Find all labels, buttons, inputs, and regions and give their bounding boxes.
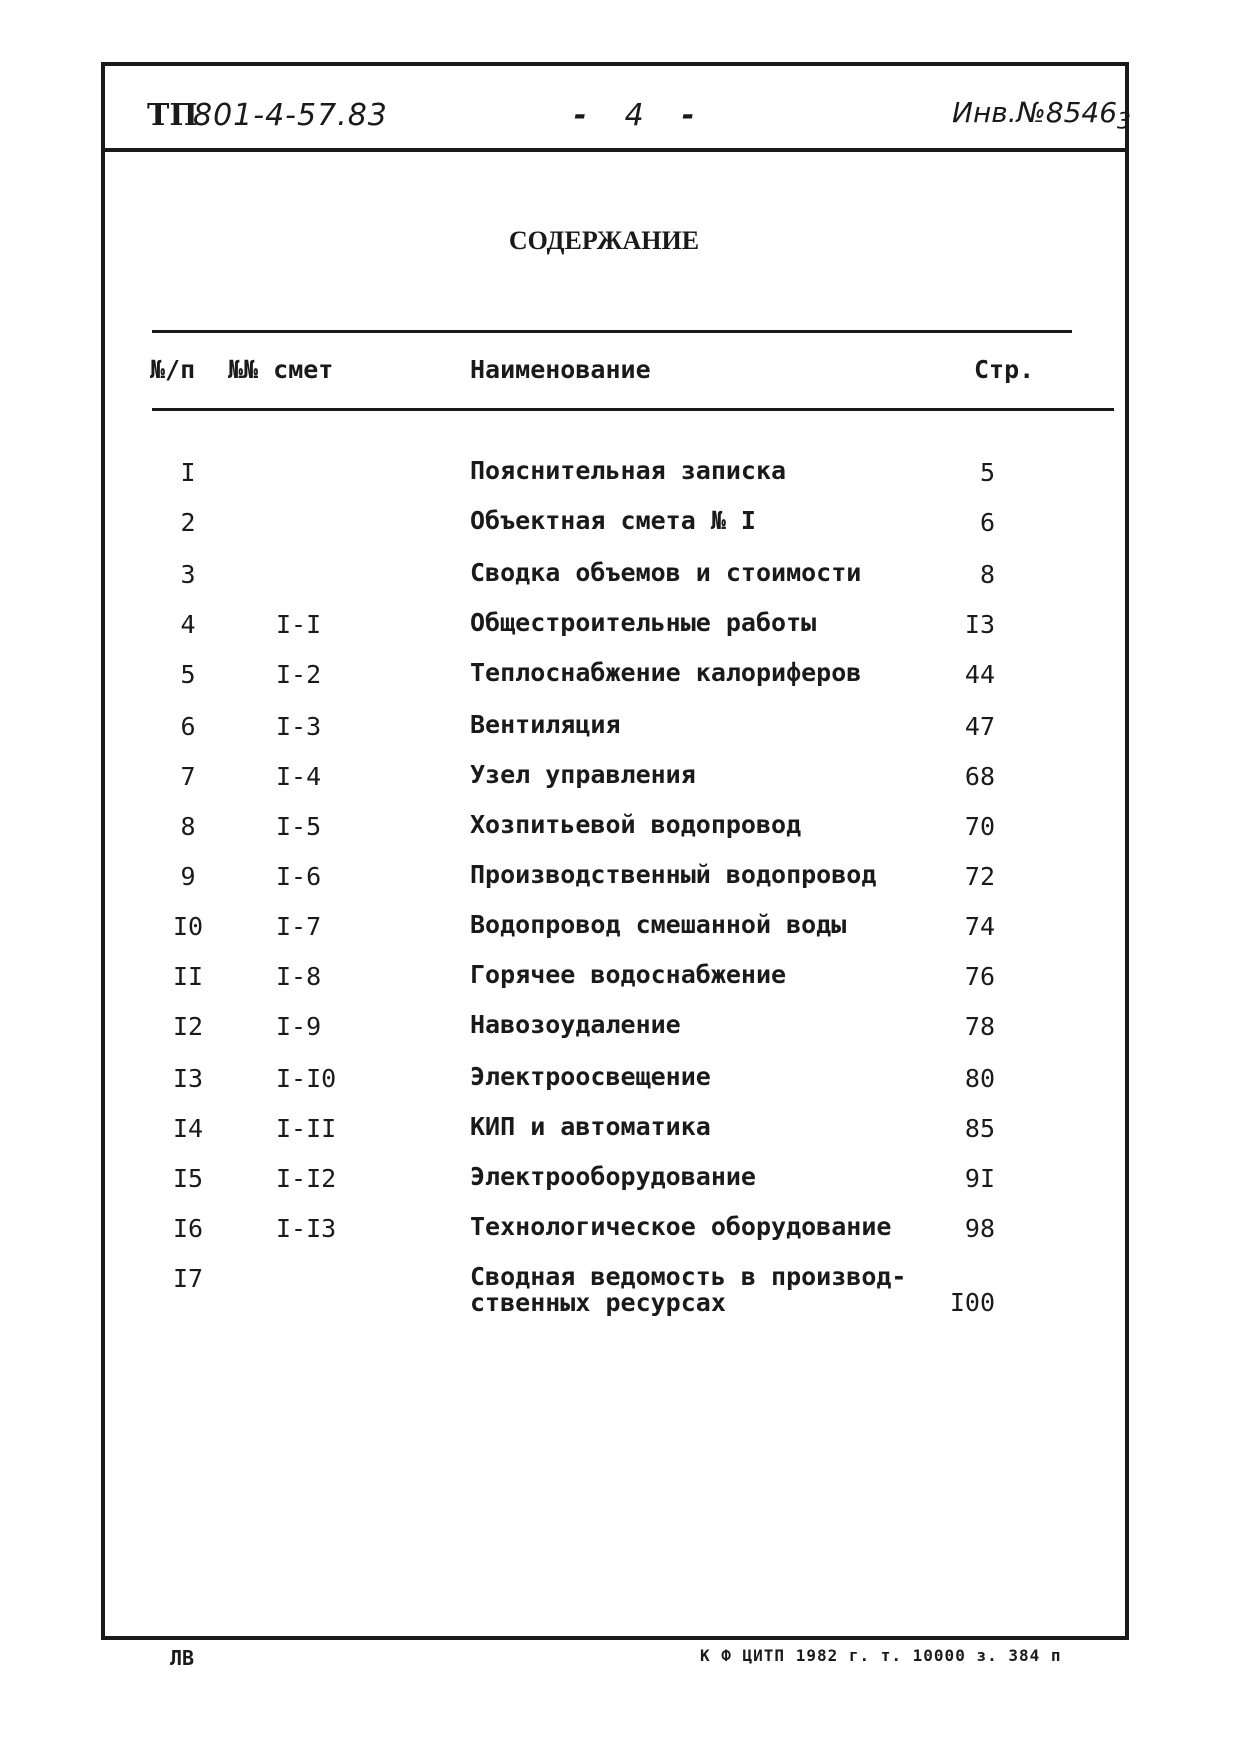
row-number: 9 bbox=[180, 862, 196, 891]
row-name: Пояснительная записка bbox=[470, 456, 787, 485]
row-name: Хозпитьевой водопровод bbox=[470, 810, 802, 839]
row-number: 5 bbox=[180, 660, 196, 689]
row-name: Объектная смета № I bbox=[470, 506, 756, 535]
header-divider bbox=[101, 148, 1129, 152]
page-dash-right: - bbox=[681, 98, 695, 133]
page-number: 4 bbox=[624, 98, 644, 133]
row-number: 7 bbox=[180, 762, 196, 791]
document-title: СОДЕРЖАНИЕ bbox=[508, 226, 700, 255]
header-page-number bbox=[574, 98, 694, 133]
row-number: I2 bbox=[172, 1012, 204, 1041]
table-row bbox=[0, 660, 1258, 710]
table-row bbox=[0, 762, 1258, 812]
row-estimate-id: I-II bbox=[276, 1114, 337, 1143]
row-page: 74 bbox=[964, 912, 995, 941]
table-row bbox=[0, 1164, 1258, 1214]
row-name: КИП и автоматика bbox=[470, 1112, 711, 1141]
row-page: 76 bbox=[964, 962, 995, 991]
row-name-line: Сводная ведомость в производ- bbox=[470, 1262, 907, 1291]
row-page: 5 bbox=[979, 458, 995, 487]
row-estimate-id: I-6 bbox=[276, 862, 322, 891]
header-series: ТП bbox=[147, 98, 198, 133]
row-name: Технологическое оборудование bbox=[470, 1212, 892, 1241]
inventory-value: Инв.№8546 bbox=[952, 96, 1118, 129]
row-estimate-id: I-7 bbox=[276, 912, 322, 941]
table-row bbox=[0, 912, 1258, 962]
row-name: Общестроительные работы bbox=[470, 608, 817, 637]
row-name: Вентиляция bbox=[470, 710, 621, 739]
table-header-rule bbox=[152, 408, 1114, 411]
row-name: Электроосвещение bbox=[470, 1062, 711, 1091]
row-number: II bbox=[172, 962, 204, 991]
footer-print-info: К Ф ЦИТП 1982 г. т. 10000 з. 384 п bbox=[700, 1646, 1062, 1665]
inventory-sub: 3 bbox=[1117, 109, 1132, 135]
row-name: Водопровод смешанной воды bbox=[470, 910, 847, 939]
row-number: I0 bbox=[172, 912, 204, 941]
table-row bbox=[0, 962, 1258, 1012]
row-name-line: ственных ресурсах bbox=[470, 1288, 726, 1317]
table-row bbox=[0, 1064, 1258, 1114]
row-number: I4 bbox=[172, 1114, 204, 1143]
row-estimate-id: I-5 bbox=[276, 812, 322, 841]
header-inventory-number bbox=[952, 96, 1131, 135]
column-header-page: Стр. bbox=[974, 355, 1035, 384]
column-header-estimate: №№ смет bbox=[228, 355, 334, 384]
row-page: 70 bbox=[964, 812, 995, 841]
row-number: I7 bbox=[172, 1264, 204, 1293]
table-row bbox=[0, 1114, 1258, 1164]
row-page: 72 bbox=[964, 862, 995, 891]
column-header-name: Наименование bbox=[470, 355, 651, 384]
header-project-code: 801-4-57.83 bbox=[193, 98, 388, 133]
row-estimate-id: I-3 bbox=[276, 712, 322, 741]
row-name: Горячее водоснабжение bbox=[470, 960, 787, 989]
column-header-num: №/п bbox=[150, 355, 196, 384]
row-estimate-id: I-4 bbox=[276, 762, 322, 791]
footer-left-mark: ЛВ bbox=[170, 1646, 195, 1670]
table-row bbox=[0, 712, 1258, 762]
table-top-rule bbox=[152, 330, 1072, 333]
row-name: Электрооборудование bbox=[470, 1162, 756, 1191]
page-dash-left: - bbox=[574, 98, 587, 133]
row-number: I5 bbox=[172, 1164, 204, 1193]
table-row bbox=[0, 508, 1258, 558]
row-estimate-id: I-I2 bbox=[276, 1164, 337, 1193]
row-page: 85 bbox=[964, 1114, 995, 1143]
row-estimate-id: I-I3 bbox=[276, 1214, 337, 1243]
row-page: 68 bbox=[964, 762, 995, 791]
row-number: I6 bbox=[172, 1214, 204, 1243]
row-page: 80 bbox=[964, 1064, 995, 1093]
row-number: I3 bbox=[172, 1064, 204, 1093]
row-page: 6 bbox=[979, 508, 995, 537]
table-row bbox=[0, 610, 1258, 660]
table-row bbox=[0, 862, 1258, 912]
row-page: 78 bbox=[964, 1012, 995, 1041]
table-row bbox=[0, 458, 1258, 508]
row-page: 98 bbox=[964, 1214, 995, 1243]
table-row bbox=[0, 812, 1258, 862]
table-row bbox=[0, 1214, 1258, 1264]
table-row bbox=[0, 560, 1258, 610]
row-page: 9I bbox=[964, 1164, 995, 1193]
row-number: I bbox=[180, 458, 196, 487]
row-estimate-id: I-8 bbox=[276, 962, 322, 991]
row-page: 47 bbox=[964, 712, 995, 741]
row-page: I3 bbox=[964, 610, 995, 639]
row-page: 8 bbox=[979, 560, 995, 589]
row-estimate-id: I-9 bbox=[276, 1012, 322, 1041]
row-number: 2 bbox=[180, 508, 196, 537]
row-page: I00 bbox=[949, 1288, 995, 1317]
row-number: 6 bbox=[180, 712, 196, 741]
row-estimate-id: I-2 bbox=[276, 660, 322, 689]
row-number: 3 bbox=[180, 560, 196, 589]
row-name: Производственный водопровод bbox=[470, 860, 877, 889]
row-name bbox=[470, 1264, 930, 1316]
row-estimate-id: I-I bbox=[276, 610, 322, 639]
row-name: Теплоснабжение калориферов bbox=[470, 658, 862, 687]
row-name: Навозоудаление bbox=[470, 1010, 681, 1039]
row-number: 8 bbox=[180, 812, 196, 841]
row-name: Узел управления bbox=[470, 760, 696, 789]
row-estimate-id: I-I0 bbox=[276, 1064, 337, 1093]
row-number: 4 bbox=[180, 610, 196, 639]
table-row bbox=[0, 1262, 1258, 1317]
row-name: Сводка объемов и стоимости bbox=[470, 558, 862, 587]
row-page: 44 bbox=[964, 660, 995, 689]
table-row bbox=[0, 1012, 1258, 1062]
